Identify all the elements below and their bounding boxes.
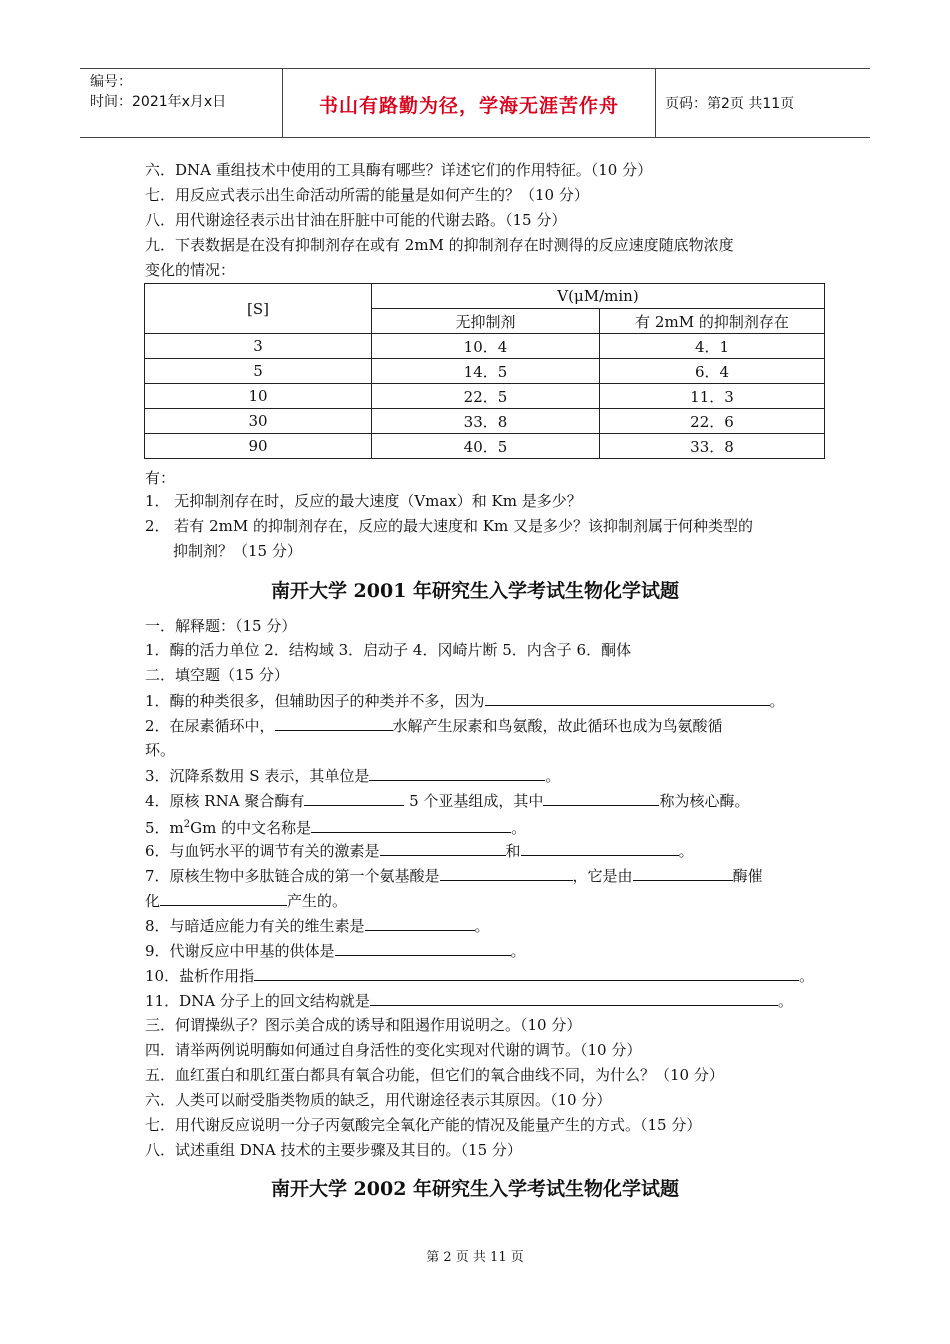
col-header-inhibitor: 有 2mM 的抑制剂存在 [600, 309, 825, 334]
cell-s: 30 [145, 409, 372, 434]
section-3: 三．何谓操纵子？图示美合成的诱导和阻遏作用说明之。（10 分） [145, 1016, 582, 1034]
answer-blank[interactable] [335, 940, 511, 956]
cell-inhibitor: 33．8 [600, 434, 825, 459]
answer-blank[interactable] [160, 890, 287, 906]
exam-2001-title: 南开大学 2001 年研究生入学考试生物化学试题 [270, 580, 680, 602]
page-footer: 第 2 页 共 11 页 [426, 1250, 524, 1265]
motto: 书山有路勤为径，学海无涯苦作舟 [318, 95, 619, 117]
question-9-line2: 变化的情况： [145, 261, 236, 279]
section-7: 七．用代谢反应说明一分子丙氨酸完全氧化产能的情况及能量产生的方式。（15 分） [145, 1116, 702, 1134]
fill-item-5: 5．$m^2Gm$ 的中文名称是 。 [145, 819, 527, 837]
answer-blank[interactable] [543, 790, 659, 806]
table-row [145, 409, 825, 434]
answer-blank[interactable] [369, 765, 545, 781]
answer-blank[interactable] [485, 690, 770, 706]
exam-2002-title: 南开大学 2002 年研究生入学考试生物化学试题 [270, 1178, 680, 1200]
cell-s: 3 [145, 334, 372, 359]
fill-item-8: 8．与暗适应能力有关的维生素是 。 [145, 917, 490, 935]
fill-item-10: 10．盐析作用指 。 [145, 967, 815, 985]
header-page-cell [655, 69, 870, 137]
cell-no-inhibitor: 40．5 [372, 434, 600, 459]
fill-item-3: 3．沉降系数用 S 表示，其单位是 。 [145, 767, 561, 785]
answer-blank[interactable] [370, 990, 778, 1006]
section-6: 六．人类可以耐受脂类物质的缺乏，用代谢途径表示其原因。（10 分） [145, 1091, 612, 1109]
table-row [145, 359, 825, 384]
cell-no-inhibitor: 22．5 [372, 384, 600, 409]
section-2-heading: 二．填空题（15 分） [145, 666, 289, 684]
answer-blank[interactable] [633, 865, 733, 881]
cell-inhibitor: 4．1 [600, 334, 825, 359]
table-row [145, 334, 825, 359]
section-5: 五．血红蛋白和肌红蛋白都具有氧合功能，但它们的氧合曲线不同，为什么？（10 分） [145, 1066, 724, 1084]
table-row [145, 434, 825, 459]
fill-item-11: 11．DNA 分子上的回文结构就是 。 [145, 992, 793, 1010]
cell-no-inhibitor: 10．4 [372, 334, 600, 359]
header-meta [80, 69, 282, 137]
cell-inhibitor: 11．3 [600, 384, 825, 409]
page-info: 页码：第2页 共11页 [665, 96, 795, 112]
cell-inhibitor: 6．4 [600, 359, 825, 384]
question-7: 七．用反应式表示出生命活动所需的能量是如何产生的？（10 分） [145, 186, 589, 204]
col-header-no-inhibitor: 无抑制剂 [372, 309, 600, 334]
cell-s: 10 [145, 384, 372, 409]
fill-item-7: 7．原核生物中多肽链合成的第一个氨基酸是 ，它是由 酶催 [145, 867, 763, 885]
answer-blank[interactable] [275, 715, 393, 731]
question-8: 八．用代谢途径表示出甘油在肝脏中可能的代谢去路。（15 分） [145, 211, 567, 229]
cell-inhibitor: 22．6 [600, 409, 825, 434]
after-table-text: 有： [145, 469, 176, 487]
col-header-v: V(μM/min) [372, 284, 825, 309]
cell-s: 5 [145, 359, 372, 384]
answer-blank[interactable] [304, 790, 404, 806]
answer-blank[interactable] [521, 840, 679, 856]
question-9-line1: 九．下表数据是在没有抑制剂存在或有 2mM 的抑制剂存在时测得的反应速度随底物浓度 [145, 236, 734, 254]
section-4: 四．请举两例说明酶如何通过自身活性的变化实现对代谢的调节。（10 分） [145, 1041, 642, 1059]
question-6: 六．DNA 重组技术中使用的工具酶有哪些？详述它们的作用特征。（10 分） [145, 161, 653, 179]
answer-blank[interactable] [380, 840, 506, 856]
header-motto-cell [282, 69, 656, 137]
col-header-s: [S] [145, 284, 372, 334]
fill-item-2-cont: 环。 [145, 741, 176, 759]
cell-no-inhibitor: 33．8 [372, 409, 600, 434]
fill-item-9: 9．代谢反应中甲基的供体是 。 [145, 942, 526, 960]
section-1-items: 1．酶的活力单位 2．结构域 3．启动子 4．冈崎片断 5．内含子 6．酮体 [145, 641, 632, 659]
cell-s: 90 [145, 434, 372, 459]
number-label: 编号： [90, 74, 132, 90]
time-label: 时间：2021年x月x日 [90, 94, 227, 110]
fill-item-4: 4．原核 RNA 聚合酶有 5 个亚基组成，其中 称为核心酶。 [145, 792, 750, 810]
page-header [80, 68, 870, 138]
subquestion-1: 1． 无抑制剂存在时，反应的最大速度（Vmax）和 Km 是多少？ [145, 492, 582, 510]
section-1-heading: 一．解释题：（15 分） [145, 617, 297, 635]
subquestion-2-line2: 抑制剂？（15 分） [173, 542, 302, 560]
fill-item-6: 6．与血钙水平的调节有关的激素是 和 。 [145, 842, 694, 860]
fill-item-2: 2．在尿素循环中， 水解产生尿素和鸟氨酸，故此循环也成为鸟氨酸循 [145, 717, 723, 735]
section-8: 八．试述重组 DNA 技术的主要步骤及其目的。（15 分） [145, 1141, 522, 1159]
answer-blank[interactable] [254, 965, 799, 981]
answer-blank[interactable] [311, 817, 511, 833]
answer-blank[interactable] [365, 915, 475, 931]
answer-blank[interactable] [440, 865, 573, 881]
fill-item-7-cont: 化 产生的。 [145, 892, 348, 910]
kinetics-table [144, 283, 825, 459]
fill-item-1: 1．酶的种类很多，但辅助因子的种类并不多，因为 。 [145, 692, 785, 710]
cell-no-inhibitor: 14．5 [372, 359, 600, 384]
subquestion-2-line1: 2． 若有 2mM 的抑制剂存在，反应的最大速度和 Km 又是多少？该抑制剂属于何种类型的 [145, 517, 753, 535]
table-row [145, 384, 825, 409]
